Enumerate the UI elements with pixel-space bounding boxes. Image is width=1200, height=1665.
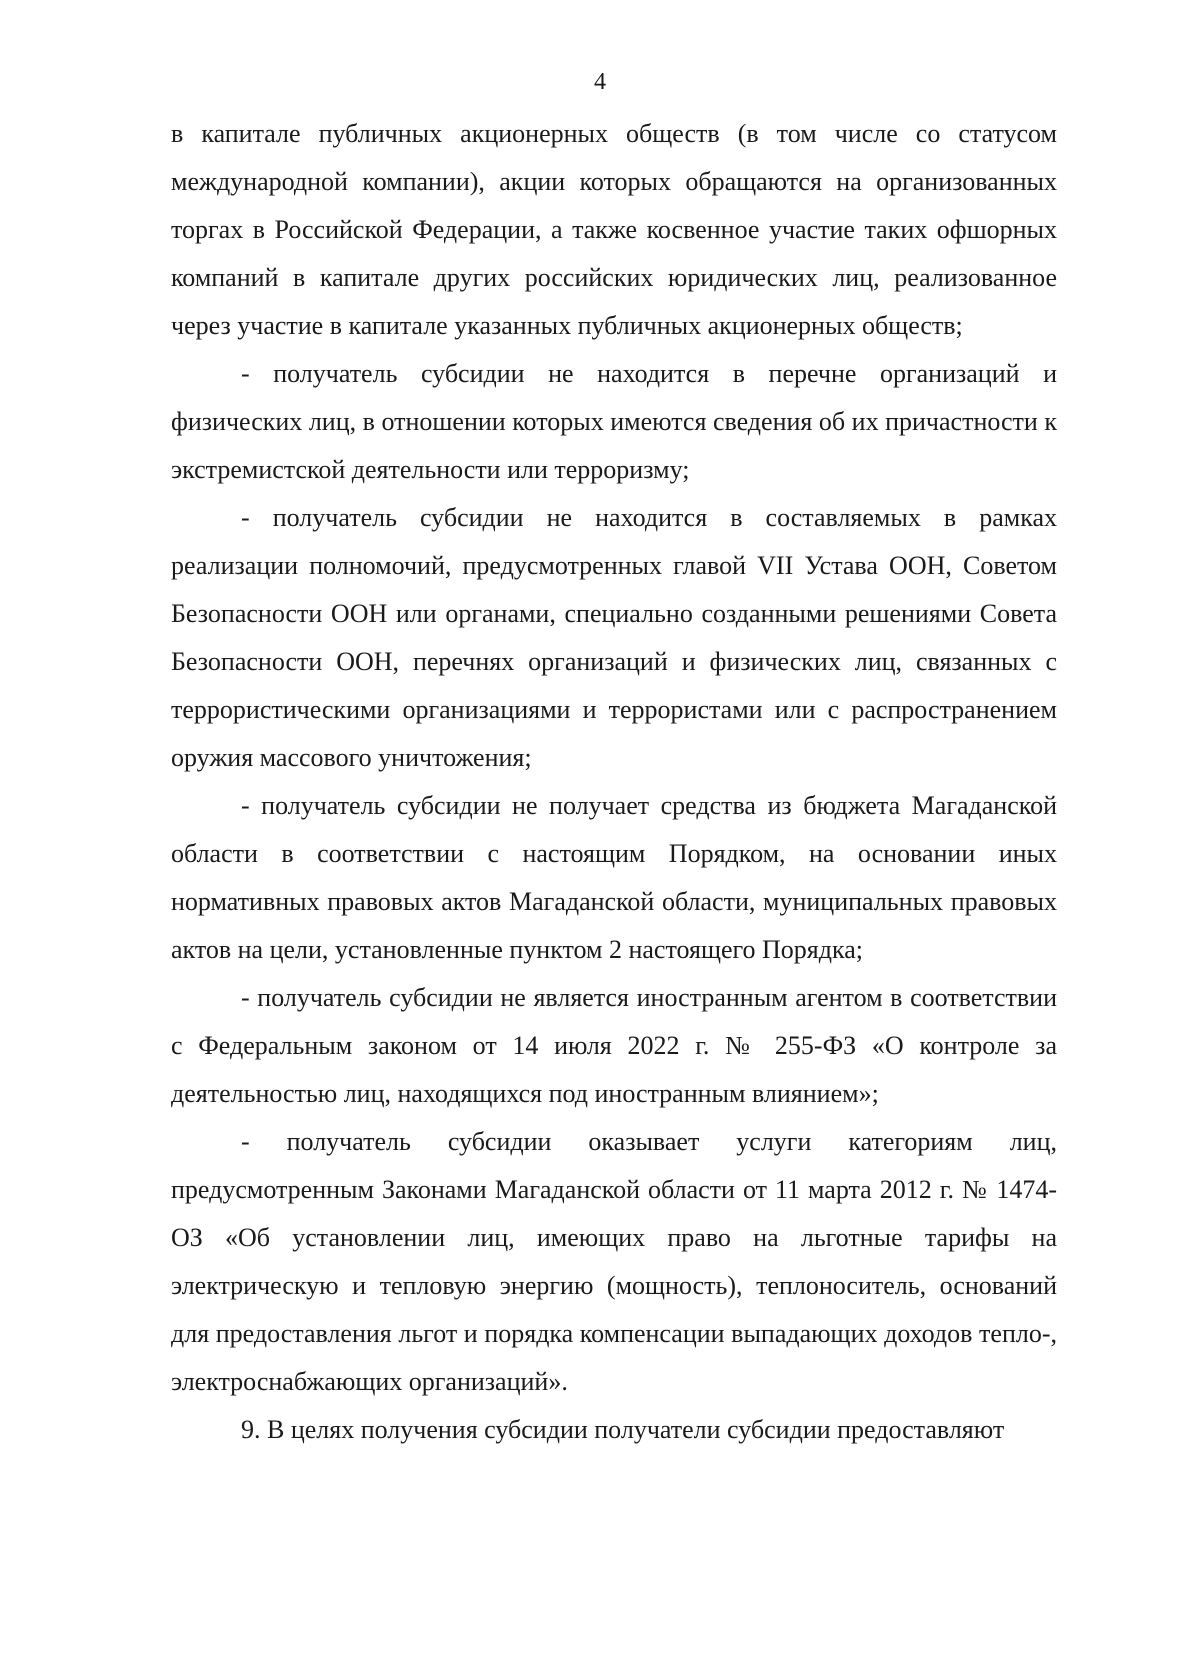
paragraph-continuation: в капитале публичных акционерных обществ (в том числе со статусом международной компании), акции которых обращаются на организованных торгах в Российской Федерации, а также косвенное участие таких офшорных компаний в капитале других российских юридических лиц, реализованное через участие в капитале указанных публичных акционерных обществ; bbox=[171, 119, 1057, 340]
paragraph-foreign-agent: - получатель субсидии не является иностранным агентом в соответствии с Федеральным законом от 14 июля 2022 г. № 255-ФЗ «О контроле за деятельностью лиц, находящихся под иностранным влиянием»; bbox=[171, 983, 1057, 1108]
paragraph-extremism-list: - получатель субсидии не находится в перечне организаций и физических лиц, в отношении которых имеются сведения об их причастности к экстремистской деятельности или терроризму; bbox=[171, 359, 1057, 484]
paragraph-services-categories: - получатель субсидии оказывает услуги категориям лиц, предусмотренным Законами Магаданской области от 11 марта 2012 г. № 1474-ОЗ «Об установлении лиц, имеющих право на льготные тарифы на электрическую и тепловую энергию (мощность), теплоноситель, оснований для предоставления льгот и порядка компенсации выпадающих доходов тепло-, электроснабжающих организаций». bbox=[171, 1127, 1057, 1396]
page-number: 4 bbox=[594, 69, 606, 95]
paragraph-budget-funds: - получатель субсидии не получает средства из бюджета Магаданской области в соответствии с настоящим Порядком, на основании иных нормативных правовых актов Магаданской области, муниципальных правовых актов на цели, установленные пунктом 2 настоящего Порядка; bbox=[171, 791, 1057, 964]
document-body bbox=[171, 110, 1057, 1454]
paragraph-item-9: 9. В целях получения субсидии получатели субсидии предоставляют bbox=[241, 1415, 1005, 1444]
paragraph-un-security-council-list: - получатель субсидии не находится в составляемых в рамках реализации полномочий, предусмотренных главой VII Устава ООН, Советом Безопасности ООН или органами, специально созданными решениями Совета Безопасности ООН, перечнях организаций и физических лиц, связанных с террористическими организациями и террористами или с распространением оружия массового уничтожения; bbox=[171, 503, 1057, 772]
